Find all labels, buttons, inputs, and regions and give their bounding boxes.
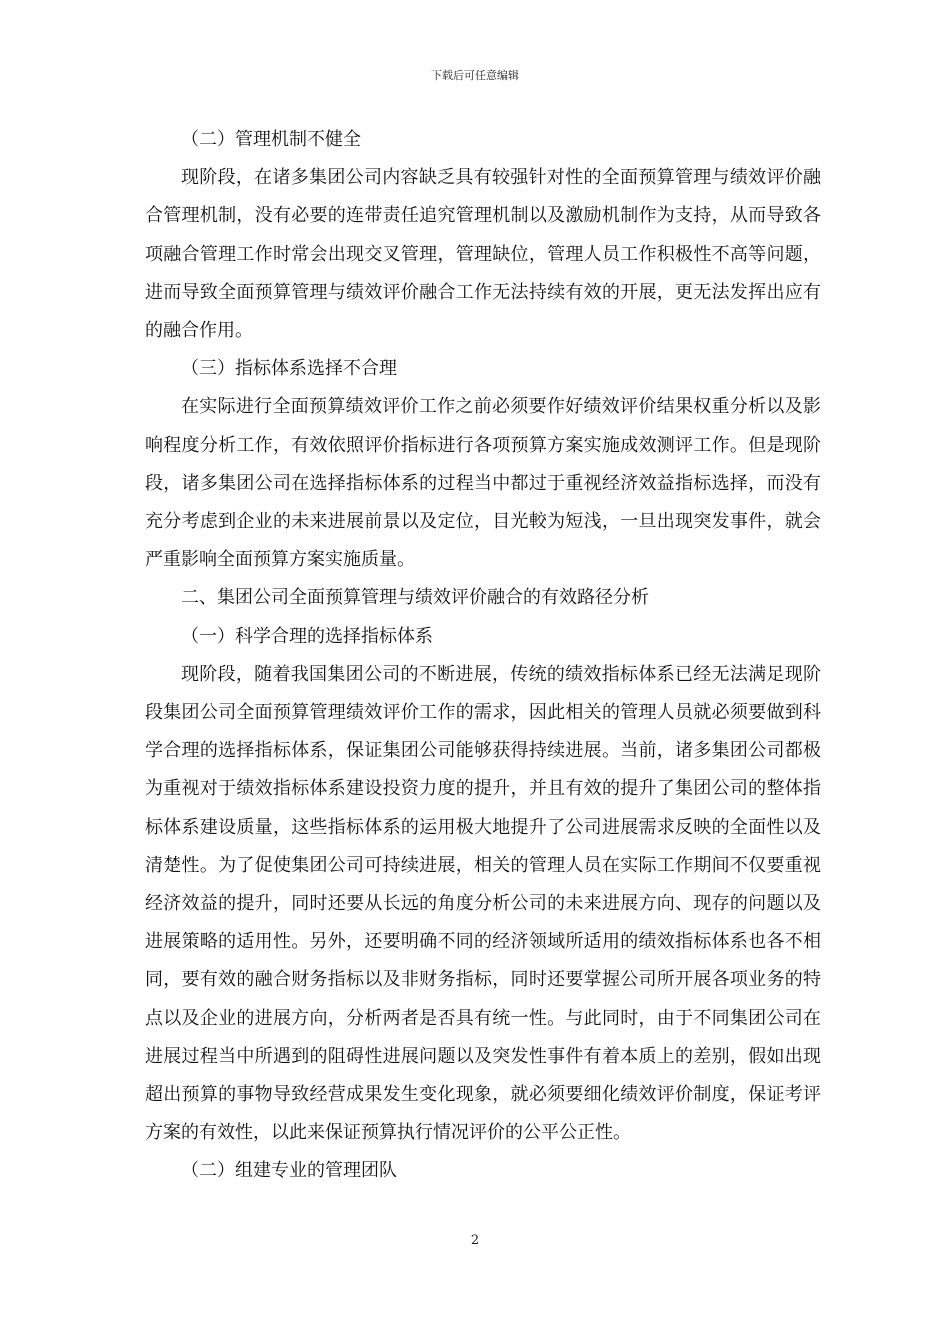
paragraph-management-mechanism: 现阶段，在诸多集团公司内容缺乏具有较强针对性的全面预算管理与绩效评价融合管理机制，没有必要的连带责任追究管理机制以及激励机制作为支持，从而导致各项融合管理工作时常会出现交叉管理，管理缺位，管理人员工作积极性不高等问题，进而导致全面预算管理与绩效评价融合工作无法持续有效的开展，更无法发挥出应有的融合作用。 — [145, 167, 821, 342]
chapter-heading-effective-paths: 二、集团公司全面预算管理与绩效评价融合的有效路径分析 — [181, 587, 649, 609]
section-heading-indicator-system: （三）指标体系选择不合理 — [181, 358, 397, 380]
section-heading-management-team: （二）组建专业的管理团队 — [181, 1160, 397, 1182]
page-number — [0, 1233, 950, 1249]
page-header — [0, 69, 950, 83]
page-number-text: 2 — [470, 1233, 480, 1248]
paragraph-select-indicators: 现阶段，随着我国集团公司的不断进展，传统的绩效指标体系已经无法满足现阶段集团公司全面预算管理绩效评价工作的需求，因此相关的管理人员就必须要做到科学合理的选择指标体系，保证集团公司能够获得持续进展。当前，诸多集团公司都极为重视对于绩效指标体系建设投资力度的提升，并且有效的提升了集团公司的整体指标体系建设质量，这些指标体系的运用极大地提升了公司进展需求反映的全面性以及清楚性。为了促使集团公司可持续进展，相关的管理人员在实际工作期间不仅要重视经济效益的提升，同时还要从长远的角度分析公司的未来进展方向、现存的问题以及进展策略的适用性。另外，还要明确不同的经济领域所适用的绩效指标体系也各不相同，要有效的融合财务指标以及非财务指标，同时还要掌握公司所开展各项业务的特点以及企业的进展方向，分析两者是否具有统一性。与此同时，由于不同集团公司在进展过程当中所遇到的阻碍性进展问题以及突发性事件有着本质上的差别，假如出现超出预算的事物导致经营成果发生变化现象，就必须要细化绩效评价制度，保证考评方案的有效性，以此来保证预算执行情况评价的公平公正性。 — [145, 663, 821, 1144]
section-heading-select-indicators: （一）科学合理的选择指标体系 — [181, 625, 433, 647]
section-heading-management-mechanism: （二）管理机制不健全 — [181, 129, 361, 150]
header-text: 下载后可任意编辑 — [431, 69, 519, 82]
paragraph-indicator-system: 在实际进行全面预算绩效评价工作之前必须要作好绩效评价结果权重分析以及影响程度分析工作，有效依照评价指标进行各项预算方案实施成效测评工作。但是现阶段，诸多集团公司在选择指标体系的过程当中都过于重视经济效益指标选择，而没有充分考虑到企业的未来进展前景以及定位，目光較为短浅，一旦出现突发事件，就会严重影响全面预算方案实施质量。 — [145, 396, 821, 571]
document-body — [145, 121, 821, 1191]
